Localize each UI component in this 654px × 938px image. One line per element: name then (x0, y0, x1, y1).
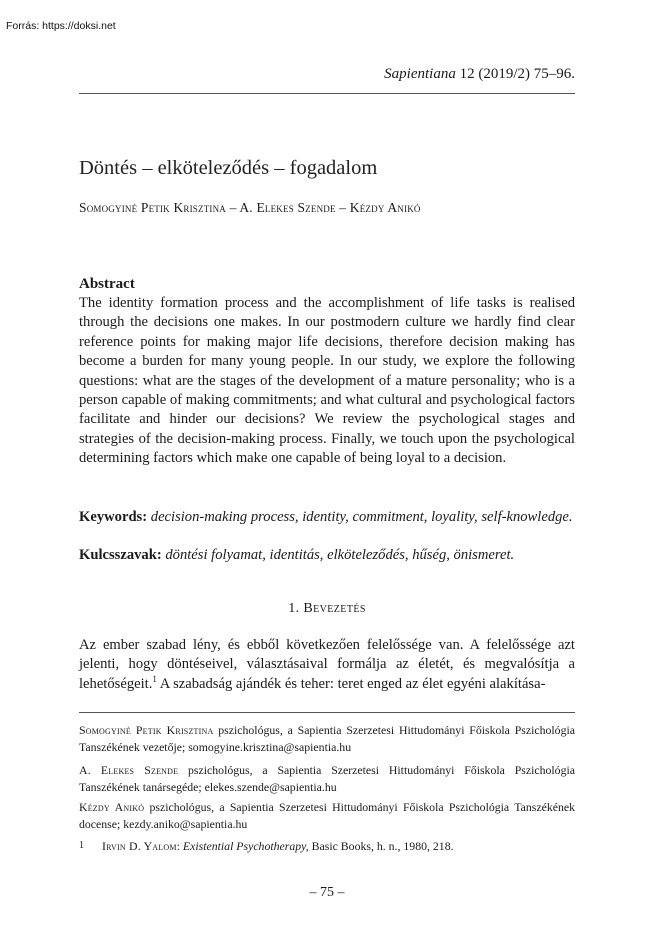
body-text-part2: A szabadság ajándék és teher: teret enged az élet egyéni alakítása- (156, 675, 546, 692)
author-note-text: pszichológus, a Sapientia Szerzetesi Hittudományi Főiskola Pszichológia Tanszékének vezetője; somogyine.krisztina@sapientia.hu (79, 723, 575, 754)
reference-sep: : (176, 839, 183, 853)
abstract-text: The identity formation process and the accomplishment of life tasks is realised through the decisions one makes. In our postmodern culture we hardly find clear reference points for making major life decisions, therefore decision making has become a burden for many young people. In our study, we explore the following questions: what are the stages of the development of a mature personality; who is a person capable of making commitments; and what cultural and psychological factors facilitate and hinder our decisions? We review the psychological stages and strategies of the decision-making process. Finally, we touch upon the psychological determining factors which make one capable of being loyal to a decision. (79, 295, 575, 467)
author-note-text: pszichológus, a Sapientia Szerzetesi Hittudományi Főiskola Pszichológia Tanszékének docense; kezdy.aniko@sapientia.hu (79, 800, 575, 831)
author-list: Somogyiné Petik Krisztina – A. Elekes Szende – Kézdy Anikó (79, 200, 421, 215)
author-note-3 (79, 799, 575, 832)
kulcsszavak-label: Kulcsszavak: (79, 547, 162, 563)
header-rule (79, 93, 575, 94)
reference-footnote (79, 838, 575, 855)
abstract-heading: Abstract (79, 276, 135, 292)
author-note-name: A. Elekes Szende (79, 763, 179, 777)
author-note-text: pszichológus, a Sapientia Szerzetesi Hittudományi Főiskola Pszichológia Tanszékének tanársegéde; elekes.szende@sapientia.hu (79, 763, 575, 794)
kulcsszavak-value: döntési folyamat, identitás, elköteleződés, hűség, önismeret. (165, 547, 515, 563)
reference-author: Irvin D. Yalom (102, 839, 177, 853)
footnote-ref[interactable]: 1 (152, 673, 157, 684)
journal-header (384, 66, 575, 83)
reference-work: Existential Psychotherapy, (182, 839, 309, 853)
keywords-value: decision-making process, identity, commitment, loyality, self-knowledge. (150, 509, 573, 525)
reference-number: 1 (79, 840, 84, 851)
article-title: Döntés – elköteleződés – fogadalom (79, 157, 378, 179)
journal-issue: 12 (2019/2) 75–96. (459, 66, 575, 82)
keywords-label: Keywords: (79, 509, 148, 525)
journal-name: Sapientiana (384, 66, 456, 82)
reference-rest: Basic Books, h. n., 1980, 218. (308, 839, 454, 853)
page-number: – 75 – (309, 885, 345, 900)
section-heading (79, 601, 575, 617)
body-paragraph (79, 636, 575, 694)
section-title: Bevezetés (303, 601, 366, 616)
keywords-line (79, 508, 575, 527)
body-text-part1: Az ember szabad lény, és ebből következően felelőssége van. A felelőssége azt jelenti, hogy döntéseivel, választásaival formálja az életét, és megvalósítja a lehetőségeit. (79, 637, 575, 692)
source-label: Forrás: https://doksi.net (6, 20, 116, 32)
author-note-name: Somogyiné Petik Krisztina (79, 723, 214, 737)
author-note-1 (79, 722, 575, 755)
author-note-name: Kézdy Anikó (79, 800, 145, 814)
author-note-2 (79, 762, 575, 795)
kulcsszavak-line (79, 546, 575, 565)
section-number: 1. (288, 601, 300, 616)
footnote-rule (79, 712, 575, 713)
